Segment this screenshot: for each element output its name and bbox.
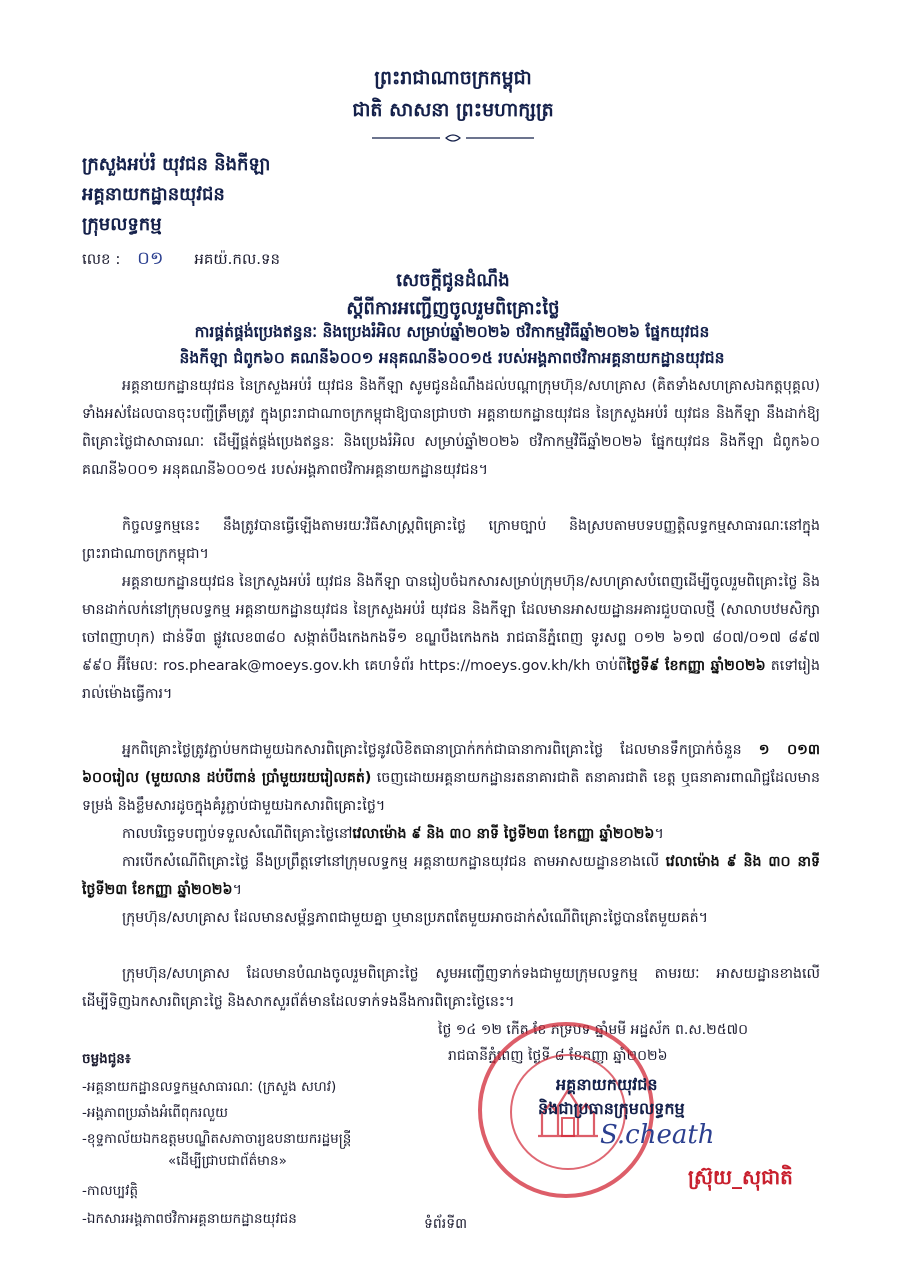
paragraph-7: ក្រុមហ៊ុន/សហគ្រាស ដែលមានសម្ព័ន្ធភាពជាមួយគ្នា ឬមានប្រភពតែមួយអាចដាក់សំណើពិគ្រោះថ្លៃបានតែមួយគត់។ — [122, 910, 708, 926]
solar-date: រាជធានីភ្នំពេញ ថ្ងៃទី ៨ ខែកញ្ញា ឆ្នាំ២០២៦ — [448, 1048, 668, 1064]
signatory-name: ស្រ៊ុយ_សុជាតិ — [688, 1165, 793, 1189]
paragraph-6-text: ការបើកសំណើពិគ្រោះថ្លៃ នឹងប្រព្រឹត្តទៅនៅក្រុមលទ្ធកម្ម អគ្គនាយកដ្ឋានយុវជន តាមអាសយដ្ឋានខាងលើ — [122, 854, 666, 870]
paragraph-2: កិច្ចលទ្ធកម្មនេះ នឹងត្រូវបានធ្វើឡើងតាមរយៈវិធីសាស្ត្រពិគ្រោះថ្លៃ ក្រោមច្បាប់ និងស្របតាមបទបញ្ញត្តិលទ្ធកម្មសាធារណៈនៅក្នុងព្រះរាជាណាចក្រកម្ពុជា។ — [82, 518, 820, 562]
signatory-title: អគ្គនាយកយុវជន — [556, 1075, 658, 1094]
ministry-name: ក្រសួងអប់រំ យុវជន និងកីឡា — [82, 154, 271, 175]
sale-start-date: ថ្ងៃទី៩ ខែកញ្ញា ឆ្នាំ២០២៦ — [626, 658, 766, 674]
cc-item: -អគ្គនាយកដ្ឋានលទ្ធកម្មសាធារណៈ (ក្រសួង សហវ) — [82, 1079, 337, 1095]
paragraph-5 — [82, 820, 820, 848]
paragraph-6-end: ។ — [232, 882, 242, 898]
paragraph-4-text-b: ចេញដោយអគ្គនាយកដ្ឋានរតនាគារជាតិ តនាគារជាតិ ខេត្ត ឬធនាគារពាណិជ្ជដែលមានទម្រង់ និងខ្លឹមសារដូចក្នុងគំរូភ្ជាប់ជាមួយឯកសារពិគ្រោះថ្លៃ។ — [82, 770, 820, 814]
submission-deadline: វេលាម៉ោង ៩ និង ៣០ នាទី ថ្ងៃទី២៣ ខែកញ្ញា ឆ្នាំ២០២៦ — [352, 826, 655, 842]
ornament-divider — [370, 128, 536, 138]
paragraph-3-text-c: ចាប់ពី — [590, 658, 627, 674]
motto-heading: ជាតិ សាសនា ព្រះមហាក្សត្រ — [352, 99, 554, 121]
paragraph-4 — [82, 736, 820, 820]
cc-item: -ខុទ្ទកាល័យឯកឧត្តមបណ្ឌិតសភាចារ្យឧបនាយករដ្ឋមន្ត្រី — [82, 1131, 352, 1147]
contact-website[interactable]: https://moeys.gov.kh/kh — [419, 658, 591, 674]
unit-name: ក្រុមលទ្ធកម្ម — [82, 214, 162, 235]
paragraph-3-text: អគ្គនាយកដ្ឋានយុវជន នៃក្រសួងអប់រំ យុវជន និងកីឡា បានរៀបចំឯកសារសម្រាប់ក្រុមហ៊ុន/សហគ្រាសបំពេញដើម្បីចូលរួមពិគ្រោះថ្លៃ និងមានដាក់លក់នៅក្រុមលទ្ធកម្ម អគ្គនាយកដ្ឋានយុវជន នៃក្រសួងអប់រំ យុវជន និងកីឡា ដែលមានអាសយដ្ឋានអគារជួបបាលថ្មី (សាលាបឋមសិក្សាចៅពញាហុក) ជាន់ទី៣ ផ្លូវលេខ៣៨០ សង្កាត់បឹងកេងកងទី១ ខណ្ឌបឹងកេងកង រាជធានីភ្នំពេញ ទូរសព្ទ ០១២ ៦១៧ ៨០៧/០១៧ ៨៩៧ ៩៩០ អ៊ីមែល: — [82, 574, 820, 674]
cc-heading: ចម្លងជូន៖ — [82, 1051, 131, 1067]
notice-title: សេចក្តីជូនដំណឹង — [396, 270, 510, 291]
paragraph-3 — [82, 568, 820, 708]
page-number: ទំព័រទី៣ — [424, 1216, 468, 1232]
cc-item: -កាលប្បវត្តិ — [82, 1183, 139, 1199]
department-name: អគ្គនាយកដ្ឋានយុវជន — [82, 184, 225, 205]
cc-item: -ឯកសារអង្គភាពថវិកាអគ្គនាយកដ្ឋានយុវជន — [82, 1211, 297, 1227]
paragraph-6 — [82, 848, 820, 904]
bid-security-amount: ១ ០១៣ ៦០០រៀល (មួយលាន ដប់បីពាន់ ប្រាំមួយរយរៀលគត់) — [82, 742, 820, 786]
contact-email[interactable]: ros.phearak@moeys.gov.kh — [163, 658, 360, 674]
paragraph-8: ក្រុមហ៊ុន/សហគ្រាស ដែលមានបំណងចូលរួមពិគ្រោះថ្លៃ សូមអញ្ជើញទាក់ទងជាមួយក្រុមលទ្ធកម្ម តាមរយៈ អាសយដ្ឋានខាងលើ ដើម្បីទិញឯកសារពិគ្រោះថ្លៃ និងសាកសួរព័ត៌មានដែលទាក់ទងនឹងការពិគ្រោះថ្លៃនេះ។ — [82, 966, 820, 1010]
reference-number: ០១ — [137, 248, 164, 269]
notice-topic-line2: និងកីឡា ជំពូក៦០ គណនី៦០០១ អនុគណនី៦០០១៥ របស់អង្គភាពថវិកាអគ្គនាយកដ្ឋានយុវជន — [179, 349, 725, 367]
paragraph-1: អគ្គនាយកដ្ឋានយុវជន នៃក្រសួងអប់រំ យុវជន និងកីឡា សូមជូនដំណឹងដល់បណ្តាក្រុមហ៊ុន/សហគ្រាស (គិតទាំងសហគ្រាសឯកត្តបុគ្គល) ទាំងអស់ដែលបានចុះបញ្ជីត្រឹមត្រូវ ក្នុងព្រះរាជាណាចក្រកម្ពុជាឱ្យបានជ្រាបថា អគ្គនាយកដ្ឋានយុវជន នៃក្រសួងអប់រំ យុវជន និងកីឡា នឹងដាក់ឱ្យពិគ្រោះថ្លៃជាសាធារណៈ ដើម្បីផ្គត់ផ្គង់ប្រេងឥន្ធនៈ និងប្រេងរំអិល សម្រាប់ឆ្នាំ២០២៦ ថវិកាកម្មវិធីឆ្នាំ២០២៦ ផ្នែកយុវជន និងកីឡា ជំពូក៦០ គណនី៦០០១ អនុគណនី៦០០១៥ របស់អង្គភាពថវិកាអគ្គនាយកដ្ឋានយុវជន។ — [82, 378, 820, 478]
notice-subject: ស្តីពីការអញ្ជើញចូលរួមពិគ្រោះថ្លៃ — [346, 298, 560, 319]
paragraph-5-end: ។ — [654, 826, 664, 842]
cc-item: -អង្គភាពប្រឆាំងអំពើពុករលួយ — [82, 1105, 229, 1121]
lunar-date: ថ្ងៃ ១៤ ១២ កើត ខែ ភទ្របទ ឆ្នាំមមី អដ្ឋស័ក ព.ស.២៥៧០ — [438, 1022, 749, 1038]
reference-code: អគយ៉.កល.ទន — [194, 250, 281, 268]
paragraph-5-text: កាលបរិច្ឆេទបញ្ចប់ទទួលសំណើពិគ្រោះថ្លៃនៅ — [122, 826, 353, 842]
paragraph-4-text: អ្នកពិគ្រោះថ្លៃត្រូវភ្ជាប់មកជាមួយឯកសារពិគ្រោះថ្លៃនូវលិខិតធានាប្រាក់កក់ជាធានាការពិគ្រោះថ្លៃ ដែលមានទឹកប្រាក់ចំនួន — [122, 742, 759, 758]
cc-item-note: «ដើម្បីជ្រាបជាព័ត៌មាន» — [168, 1153, 287, 1169]
signatory-role: និងជាប្រធានក្រុមលទ្ធកម្ម — [538, 1099, 685, 1118]
reference-label: លេខ : — [82, 250, 121, 268]
notice-topic-line1: ការផ្គត់ផ្គង់ប្រេងឥន្ធនៈ និងប្រេងរំអិល សម្រាប់ឆ្នាំ២០២៦ ថវិកាកម្មវិធីឆ្នាំ២០២៦ ផ្នែកយុវជន — [194, 323, 710, 341]
opening-datetime: វេលាម៉ោង ៩ និង ៣០ នាទី ថ្ងៃទី២៣ ខែកញ្ញា ឆ្នាំ២០២៦ — [82, 854, 820, 898]
paragraph-3-text-b: គេហទំព័រ — [359, 658, 420, 674]
signature: S.cheath — [600, 1120, 715, 1150]
kingdom-heading: ព្រះរាជាណាចក្រកម្ពុជា — [374, 67, 532, 89]
paragraph-3-text-d: តទៅរៀងរាល់ម៉ោងធ្វើការ។ — [82, 658, 821, 702]
